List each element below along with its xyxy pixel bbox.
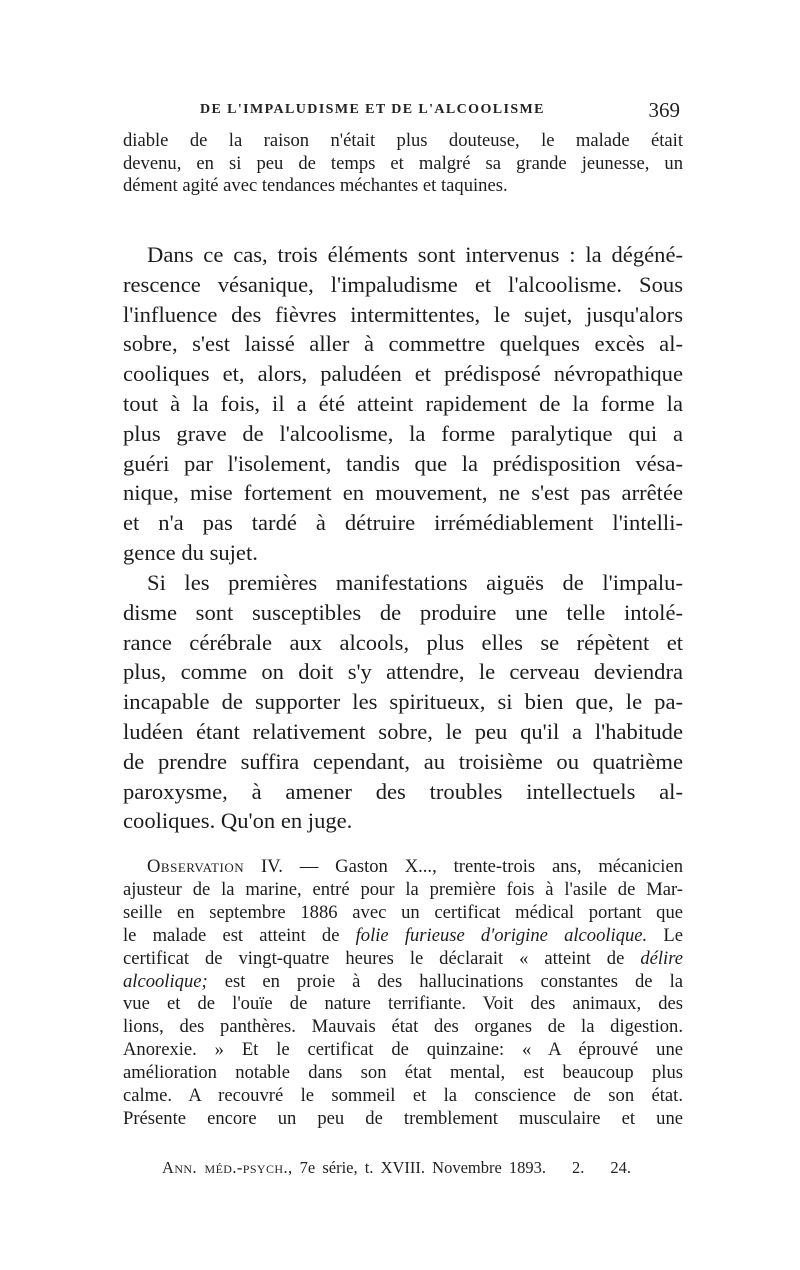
page-number: 369 [648, 98, 680, 122]
text-fragment: IV. — Gaston X..., trente-trois ans, mécanicien [244, 856, 683, 877]
text-line: de prendre suffira cependant, au troisième ou quatrième [123, 748, 683, 774]
text-line: seille en septembre 1886 avec un certificat médical portant que [123, 901, 683, 923]
text-line: Anorexie. » Et le certificat de quinzaine: « A éprouvé une [123, 1039, 683, 1061]
paragraph-argument [123, 568, 683, 836]
text-line: devenu, en si peu de temps et malgré sa grande jeunesse, un [123, 152, 683, 174]
text-line: amélioration notable dans son état mental, est beaucoup plus [123, 1062, 683, 1084]
text-line: l'influence des fièvres intermittentes, le sujet, jusqu'alors [123, 301, 683, 327]
diagnosis-italic: folie furieuse d'origine alcoolique. [355, 924, 648, 946]
observation-iv [123, 856, 683, 1131]
text-line: Présente encore un peu de tremblement musculaire et une [123, 1107, 683, 1129]
text-line [123, 971, 683, 994]
text-line: guéri par l'isolement, tandis que la prédisposition vésa- [123, 450, 683, 476]
text-line: cooliques. Qu'on en juge. [123, 808, 353, 834]
text-line: diable de la raison n'était plus douteuse, le malade était [123, 130, 683, 151]
text-line: disme sont susceptibles de produire une telle intolé- [123, 599, 683, 625]
running-head [200, 100, 680, 126]
text-line: et n'a pas tardé à détruire irrémédiablement l'intelli- [123, 510, 683, 536]
text-line: ludéen étant relativement sobre, le peu qu'il a l'habitude [123, 718, 683, 744]
text-line: cooliques et, alors, paludéen et prédisposé névropathique [123, 361, 683, 387]
paragraph-analysis [123, 240, 683, 568]
series-info: 7e série, t. XVIII. Novembre 1893. [299, 1158, 547, 1177]
text-fragment: est en proie à des hallucinations constantes de la [207, 970, 683, 992]
text-line: ajusteur de la marine, entré pour la première fois à l'asile de Mar- [123, 878, 683, 900]
text-line: plus grave de l'alcoolisme, la forme paralytique qui a [123, 420, 683, 446]
running-title: DE L'IMPALUDISME ET DE L'ALCOOLISME [200, 102, 545, 117]
text-line: vue et de l'ouïe de nature terrifiante. Voit des animaux, des [123, 993, 683, 1015]
text-line: dément agité avec tendances méchantes et taquines. [123, 175, 508, 196]
diagnosis-italic: alcoolique; [123, 970, 208, 992]
footer-signature-line [162, 1158, 662, 1178]
text-line: paroxysme, à amener des troubles intellectuels al- [123, 778, 683, 804]
text-line: lions, des panthères. Mauvais état des organes de la digestion. [123, 1016, 683, 1038]
text-line: incapable de supporter les spiritueux, si bien que, le pa- [123, 689, 683, 715]
text-line: plus, comme on doit s'y attendre, le cerveau deviendra [123, 659, 683, 685]
text-line [123, 925, 683, 948]
text-line: sobre, s'est laissé aller à commettre quelques excès al- [123, 331, 683, 357]
text-line: gence du sujet. [123, 539, 258, 565]
text-line: tout à la fois, il a été atteint rapidement de la forme la [123, 390, 683, 416]
text-line: rescence vésanique, l'impaludisme et l'alcoolisme. Sous [123, 271, 683, 297]
observation-heading-line [123, 856, 683, 879]
journal-abbrev: Ann. méd.-psych., [162, 1158, 293, 1177]
diagnosis-italic: délire [640, 947, 683, 969]
text-line [123, 948, 683, 971]
text-fragment: Le [647, 924, 683, 946]
sheet-number: 2. [572, 1158, 585, 1177]
observation-label: Observation [147, 856, 245, 877]
paragraph-continuation [123, 130, 683, 198]
text-line: Dans ce cas, trois éléments sont intervenus : la dégéné- [147, 242, 683, 267]
text-fragment: le malade est atteint de [123, 924, 356, 946]
text-line: nique, mise fortement en mouvement, ne s'est pas arrêtée [123, 480, 683, 506]
text-line: calme. A recouvré le sommeil et la conscience de son état. [123, 1085, 683, 1107]
text-line: rance cérébrale aux alcools, plus elles se répètent et [123, 629, 683, 655]
text-fragment: certificat de vingt-quatre heures le déclarait « atteint de [123, 947, 641, 969]
text-line: Si les premières manifestations aiguës de l'impalu- [147, 570, 683, 595]
signature-mark: 24. [610, 1158, 632, 1177]
